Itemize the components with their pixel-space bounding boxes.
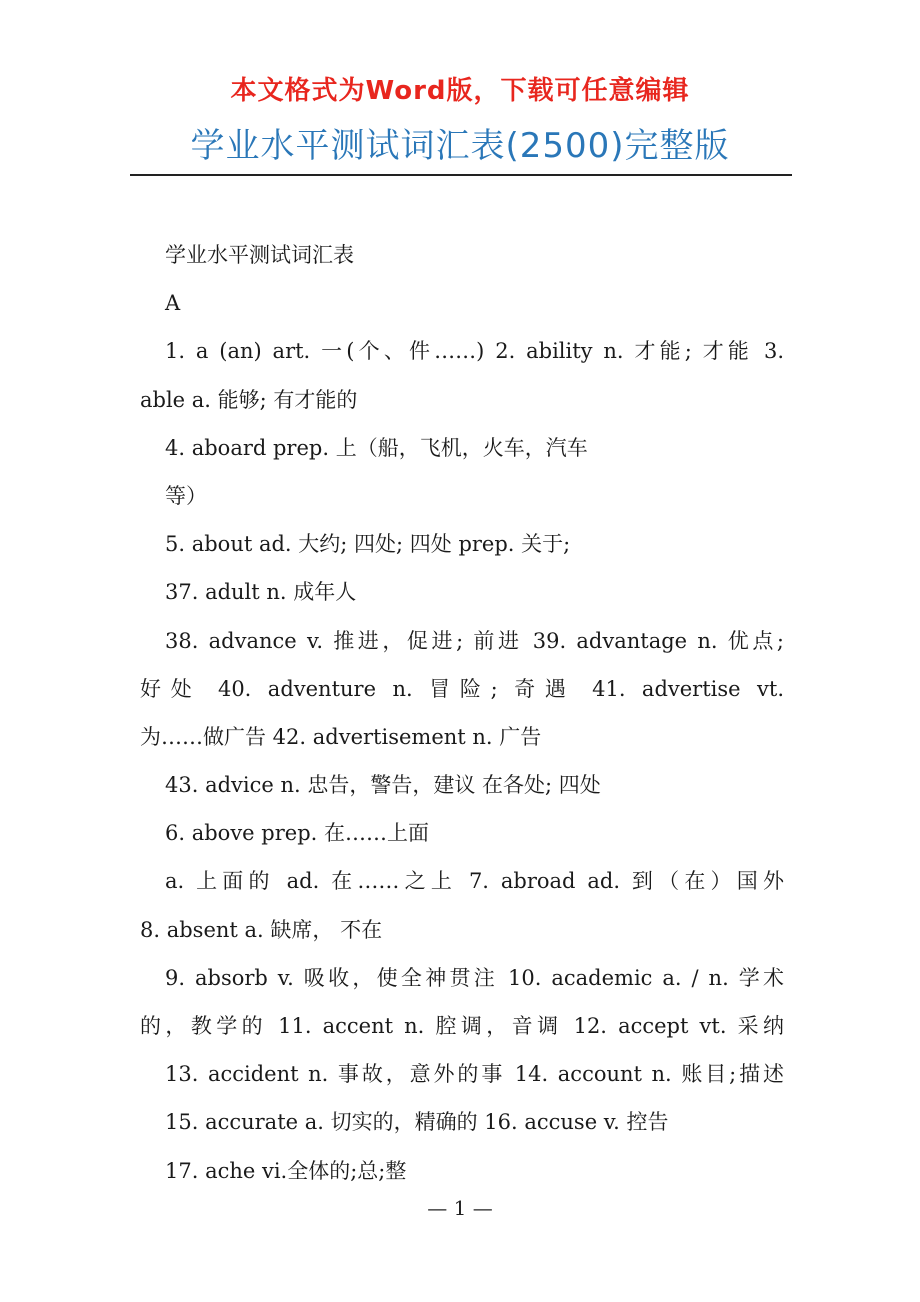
text-line: 8. absent a. 缺席， 不在 [140, 917, 383, 942]
text-line: 的，教学的 11. accent n. 腔调，音调 12. accept vt. 采纳 [140, 1014, 784, 1038]
text-line: 43. advice n. 忠告，警告，建议 在各处; 四处 [165, 773, 601, 798]
text-line: 1. a (an) art. 一(个、件……) 2. ability n. 才能; 才能 3. [165, 339, 784, 364]
text-line: 38. advance v. 推进，促进; 前进 39. advantage n. 优点; [165, 628, 784, 653]
text-line: 好处 40. adventure n. 冒险; 奇遇 41. advertise vt. [140, 676, 784, 701]
letter-heading: A [165, 291, 181, 316]
document-title: 学业水平测试词汇表(2500)完整版 [190, 126, 730, 166]
text-line: 4. aboard prep. 上（船，飞机，火车，汽车 [165, 435, 588, 460]
vocabulary-body [140, 231, 784, 1195]
text-line: able a. 能够; 有才能的 [140, 387, 358, 412]
text-line: 为……做广告 42. advertisement n. 广告 [140, 724, 542, 749]
text-line: 13. accident n. 事故，意外的事 14. account n. 账目;描述 [165, 1062, 784, 1087]
page-number: — 1 — [427, 1196, 493, 1220]
section-heading: 学业水平测试词汇表 [165, 243, 354, 267]
text-line: 37. adult n. 成年人 [165, 580, 357, 605]
title-divider [130, 174, 792, 176]
format-note: 本文格式为Word版，下载可任意编辑 [230, 76, 690, 106]
text-line: 17. ache vi.全体的;总;整 [165, 1158, 407, 1183]
text-line: a. 上面的 ad. 在……之上 7. abroad ad. 到（在）国外 [165, 869, 784, 894]
text-line: 5. about ad. 大约; 四处; 四处 prep. 关于; [165, 532, 571, 557]
text-line: 6. above prep. 在……上面 [165, 821, 429, 846]
text-line: 等） [165, 483, 207, 508]
text-line: 15. accurate a. 切实的，精确的 16. accuse v. 控告 [165, 1110, 669, 1135]
text-line: 9. absorb v. 吸收，使全神贯注 10. academic a. / n. 学术 [165, 965, 784, 990]
